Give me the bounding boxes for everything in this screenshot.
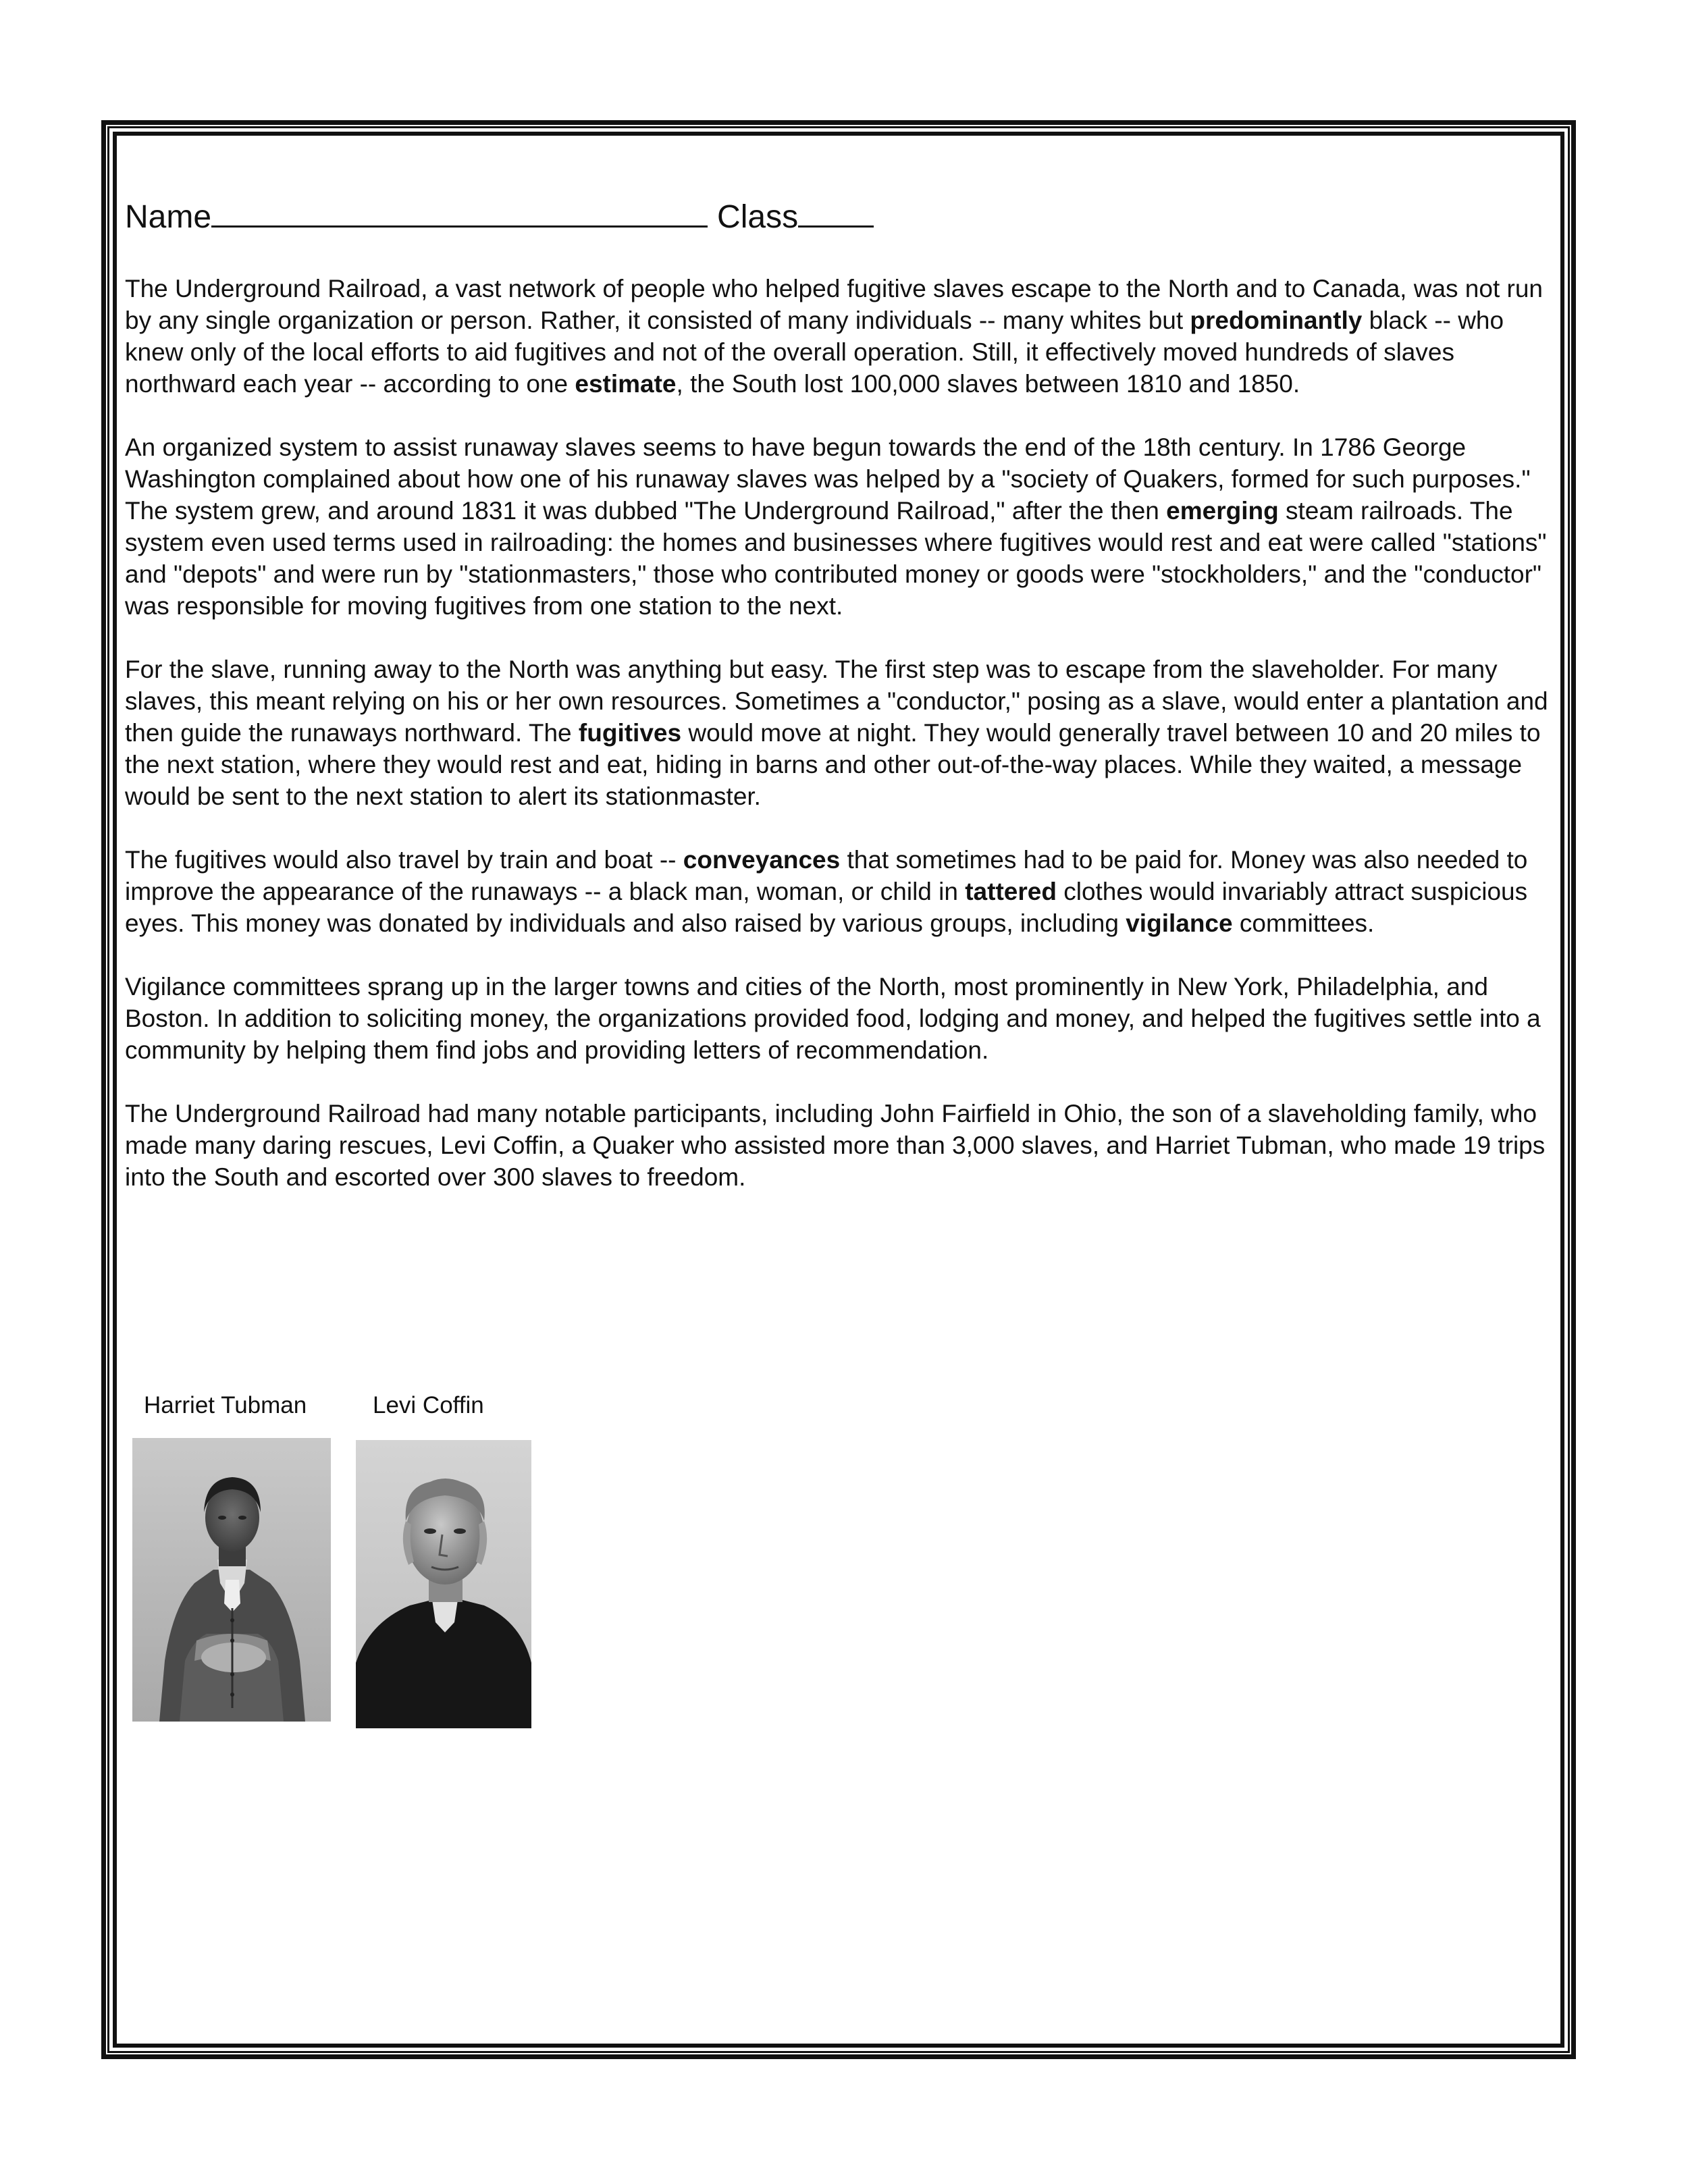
paragraph-2: An organized system to assist runaway slaves seems to have begun towards the end of the 18th century. In 1786 George Washington complained about how one of his runaway slaves was helped by a "society of Quakers, formed for such purposes." The system grew, and around 1831 it was dubbed "The Underground Railroad," after the then emerging steam railroads. The system even used terms used in railroading: the homes and businesses where fugitives would rest and eat were called "stations" and "depots" and were run by "stationmasters," those who contributed money or goods were "stockholders," and the "conductor" was responsible for moving fugitives from one station to the next. <box>125 433 1547 620</box>
paragraph-1: The Underground Railroad, a vast network of people who helped fugitive slaves escape to the North and to Canada, was not run by any single organization or person. Rather, it consisted of many individuals -- many whites but predominantly black -- who knew only of the local efforts to aid fugitives and not of the overall operation. Still, it effectively moved hundreds of slaves northward each year -- according to one estimate, the South lost 100,000 slaves between 1810 and 1850. <box>125 275 1544 398</box>
class-label: Class <box>717 199 799 235</box>
paragraph-5: Vigilance committees sprang up in the larger towns and cities of the North, most prominently in New York, Philadelphia, and Boston. In addition to soliciting money, the organizations provided food, lodging and money, and helped the fugitives settle into a community by helping them find jobs and providing letters of recommendation. <box>125 973 1541 1064</box>
levi-coffin-caption: Levi Coffin <box>373 1392 484 1418</box>
header-line <box>125 196 1553 238</box>
paragraph-4: The fugitives would also travel by train and boat -- conveyances that sometimes had to be paid for. Money was also needed to improve the appearance of the runaways -- a black man, woman, or child in tattered clothes would invariably attract suspicious eyes. This money was donated by individuals and also raised by various groups, including vigilance committees. <box>125 846 1528 937</box>
vocab-tattered: tattered <box>965 878 1057 905</box>
harriet-tubman-caption: Harriet Tubman <box>144 1392 307 1418</box>
vocab-predominantly: predominantly <box>1190 307 1363 334</box>
paragraph-3: For the slave, running away to the North was anything but easy. The first step was to escape from the slaveholder. For many slaves, this meant relying on his or her own resources. Sometimes a "conductor," posing as a slave, would enter a plantation and then guide the runaways northward. The fugitives would move at night. They would generally travel between 10 and 20 miles to the next station, where they would rest and eat, hiding in barns and other out-of-the-way places. While they waited, a message would be sent to the next station to alert its stationmaster. <box>125 656 1548 810</box>
vocab-emerging: emerging <box>1166 497 1279 525</box>
levi-coffin-photo <box>356 1440 531 1728</box>
harriet-tubman-photo <box>132 1438 331 1722</box>
worksheet-content <box>125 196 1553 1225</box>
name-blank[interactable] <box>211 196 708 228</box>
vocab-fugitives: fugitives <box>578 719 682 747</box>
paragraph-6: The Underground Railroad had many notable participants, including John Fairfield in Ohio, the son of a slaveholding family, who made many daring rescues, Levi Coffin, a Quaker who assisted more than 3,000 slaves, and Harriet Tubman, who made 19 trips into the South and escorted over 300 slaves to freedom. <box>125 1100 1546 1191</box>
vocab-estimate: estimate <box>575 370 677 398</box>
vocab-conveyances: conveyances <box>683 846 841 874</box>
name-label: Name <box>125 199 212 235</box>
vocab-vigilance: vigilance <box>1126 909 1233 937</box>
class-blank[interactable] <box>798 196 874 228</box>
